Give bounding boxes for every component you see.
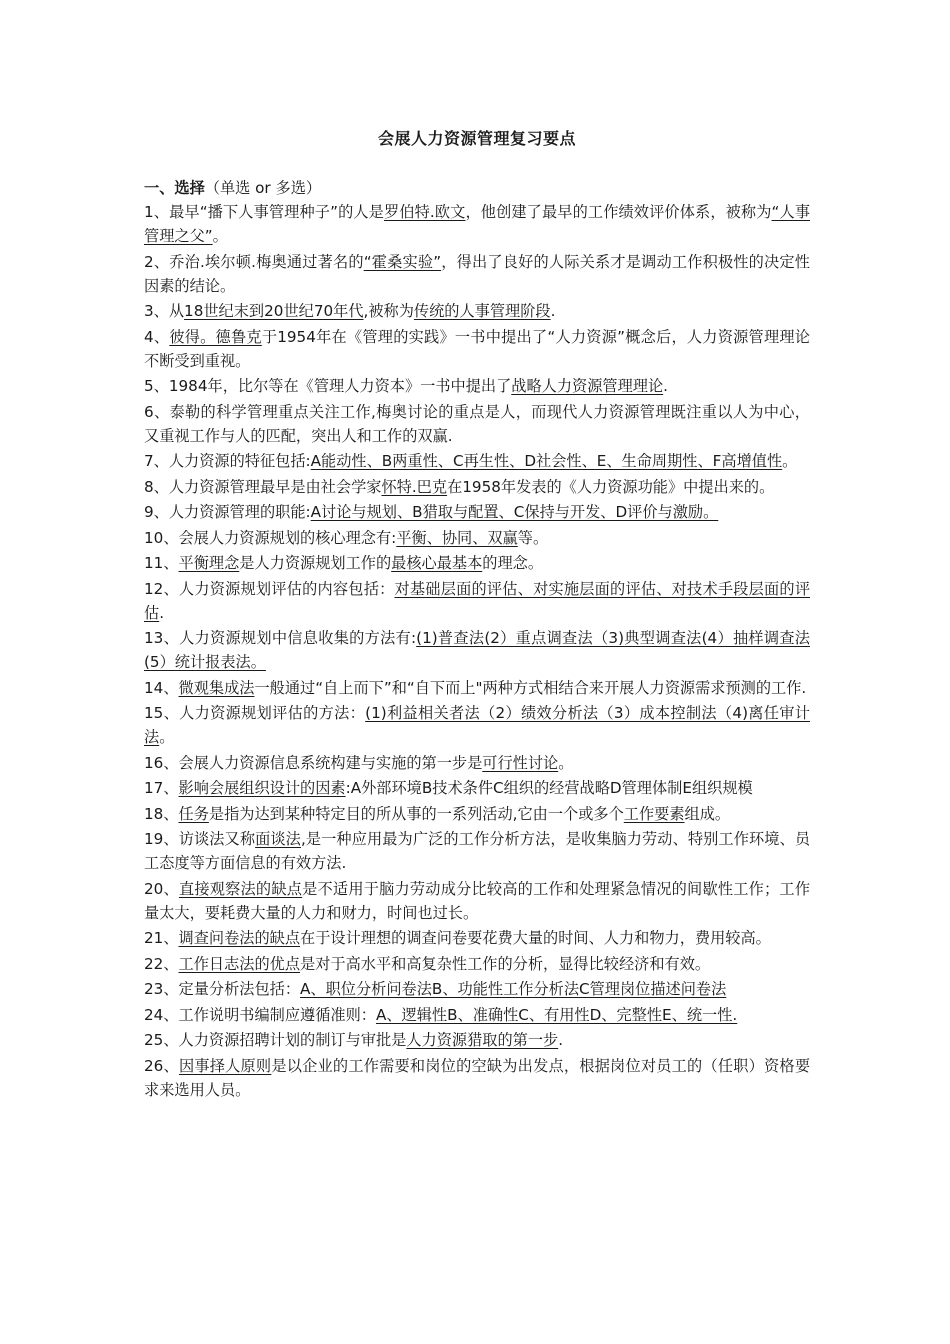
item-text: 等。 bbox=[517, 528, 549, 547]
item-text: 的理念。 bbox=[482, 554, 544, 572]
underlined-answer: 怀特.巴克 bbox=[381, 477, 448, 496]
list-item bbox=[144, 299, 810, 323]
list-item bbox=[144, 776, 810, 800]
underlined-answer: 工作要素 bbox=[623, 804, 685, 823]
underlined-answer: 面谈法 bbox=[255, 830, 301, 848]
underlined-answer: 任务 bbox=[178, 804, 209, 823]
list-item bbox=[144, 526, 810, 550]
item-text: :A外部环境B技术条件C组织的经营战略D管理体制E组织规模 bbox=[345, 779, 753, 797]
item-text: . bbox=[663, 377, 668, 395]
list-item bbox=[144, 751, 810, 775]
item-text: 是指为达到某种特定目的所从事的一系列活动,它由一个或多个 bbox=[208, 804, 624, 823]
list-item bbox=[144, 827, 810, 875]
item-text: 是对于高水平和高复杂性工作的分析，显得比较经济和有效。 bbox=[300, 954, 711, 973]
underlined-answer: 可行性讨论 bbox=[482, 753, 559, 772]
item-text: . bbox=[159, 603, 165, 622]
list-item bbox=[144, 200, 810, 248]
list-item bbox=[144, 1054, 810, 1102]
underlined-answer: “人事管理之父” bbox=[144, 203, 811, 245]
question-list bbox=[144, 200, 810, 1103]
underlined-answer: 18世纪末到20世纪70年代 bbox=[184, 302, 364, 320]
item-text: 组成。 bbox=[684, 804, 731, 823]
item-text: 6、泰勒的科学管理重点关注工作,梅奥讨论的重点是人，而现代人力资源管理既注重以人为中心，又重视工作与人的匹配，突出人和工作的双赢. bbox=[144, 402, 810, 445]
item-text: . bbox=[558, 1031, 564, 1049]
item-text: 22、 bbox=[144, 954, 179, 973]
item-text: 13、人力资源规划中信息收集的方法有: bbox=[144, 629, 417, 647]
item-text: ,被称为 bbox=[363, 302, 414, 320]
underlined-answer: 最核心最基本 bbox=[391, 554, 483, 572]
item-text: 是以企业的工作需要和岗位的空缺为出发点，根据岗位对员工的（任职）资格要求来选用人员。 bbox=[144, 1056, 811, 1099]
section-note: （单选 or 多选） bbox=[204, 179, 322, 197]
item-text: 是不适用于脑力劳动成分比较高的工作和处理紧急情况的间歇性工作；工作量太大，要耗费大量的人力和财力，时间也过长。 bbox=[144, 879, 811, 922]
list-item bbox=[144, 551, 810, 575]
list-item bbox=[144, 449, 810, 473]
list-item bbox=[144, 475, 810, 499]
underlined-answer: 微观集成法 bbox=[178, 678, 255, 697]
list-item bbox=[144, 877, 810, 925]
item-text: 17、 bbox=[144, 779, 179, 797]
item-text: 在于设计理想的调查问卷要花费大量的时间、人力和物力，费用较高。 bbox=[300, 929, 771, 947]
item-text: 10、会展人力资源规划的核心理念有: bbox=[144, 528, 397, 547]
list-item bbox=[144, 626, 810, 674]
item-text: 。 bbox=[782, 452, 798, 470]
list-item bbox=[144, 500, 810, 524]
list-item bbox=[144, 676, 810, 700]
underlined-answer: 对基础层面的评估、对实施层面的评估、对技术手段层面的评估 bbox=[144, 579, 811, 622]
underlined-answer: 因事择人原则 bbox=[178, 1056, 272, 1075]
item-text: 一般通过“自上而下”和“自下而上"两种方式相结合来开展人力资源需求预测的工作. bbox=[254, 678, 807, 697]
item-text: ，他创建了最早的工作绩效评价体系，被称为 bbox=[465, 203, 772, 221]
list-item bbox=[144, 250, 810, 298]
list-item bbox=[144, 1003, 810, 1027]
underlined-answer: (1)普查法(2）重点调查法（3)典型调查法(4）抽样调查法(5）统计报表法。 bbox=[144, 629, 810, 671]
underlined-answer: 彼得。德鲁克 bbox=[169, 327, 262, 346]
list-item bbox=[144, 977, 810, 1001]
item-text: . bbox=[550, 302, 556, 320]
document-title: 会展人力资源管理复习要点 bbox=[377, 129, 576, 148]
item-text: 21、 bbox=[144, 929, 179, 947]
item-text: 18、 bbox=[144, 804, 179, 823]
item-text: 。 bbox=[558, 753, 574, 772]
item-text: 9、人力资源管理的职能: bbox=[144, 503, 311, 521]
item-text: 5、1984年，比尔等在《管理人力资本》一书中提出了 bbox=[144, 377, 512, 395]
list-item bbox=[144, 1028, 810, 1052]
item-text: 16、会展人力资源信息系统构建与实施的第一步是 bbox=[144, 753, 483, 772]
item-text: 于1954年在《管理的实践》一书中提出了“人力资源”概念后，人力资源管理理论不断受到重视。 bbox=[144, 327, 810, 370]
list-item bbox=[144, 701, 810, 749]
underlined-answer: (1)利益相关者法（2）绩效分析法（3）成本控制法（4)离任审计法 bbox=[144, 704, 810, 746]
underlined-answer: “霍桑实验” bbox=[363, 252, 442, 271]
underlined-answer: A能动性、B两重性、C再生性、D社会性、E、生命周期性、F高增值性 bbox=[310, 452, 783, 470]
underlined-answer: 平衡、协同、双赢 bbox=[396, 528, 518, 547]
list-item bbox=[144, 926, 810, 950]
underlined-answer: A讨论与规划、B猎取与配置、C保持与开发、D评价与激励。 bbox=[310, 503, 719, 521]
underlined-answer: 工作日志法的优点 bbox=[178, 954, 301, 973]
item-text: 4、 bbox=[144, 327, 170, 346]
list-item bbox=[144, 802, 810, 826]
item-text: 是人力资源规划工作的 bbox=[239, 554, 392, 572]
item-text: 2、乔治.埃尔顿.梅奥通过著名的 bbox=[144, 252, 364, 271]
item-text: 在1958年发表的《人力资源功能》中提出来的。 bbox=[447, 477, 775, 496]
underlined-answer: 直接观察法的缺点 bbox=[178, 879, 303, 898]
list-item bbox=[144, 952, 810, 976]
item-text: 19、访谈法又称 bbox=[144, 830, 256, 848]
item-text: ,是一种应用最为广泛的工作分析方法，是收集脑力劳动、特别工作环境、员工态度等方面信息的有效方法. bbox=[144, 830, 811, 872]
item-text: 24、工作说明书编制应遵循准则： bbox=[144, 1005, 376, 1024]
item-text: 26、 bbox=[144, 1056, 179, 1075]
item-text: 。 bbox=[212, 227, 228, 245]
underlined-answer: A、逻辑性B、准确性C、有用性D、完整性E、统一性. bbox=[375, 1005, 738, 1024]
underlined-answer: 调查问卷法的缺点 bbox=[178, 929, 301, 947]
underlined-answer: A、职位分析问卷法B、功能性工作分析法C管理岗位描述问卷法 bbox=[300, 980, 727, 998]
item-text: 11、 bbox=[144, 554, 179, 572]
underlined-answer: 传统的人事管理阶段 bbox=[413, 302, 551, 320]
list-item bbox=[144, 400, 810, 448]
underlined-answer: 战略人力资源管理理论 bbox=[511, 377, 664, 395]
item-text: 12、人力资源规划评估的内容包括： bbox=[144, 579, 395, 598]
section-heading bbox=[144, 176, 321, 200]
underlined-answer: 影响会展组织设计的因素 bbox=[178, 779, 346, 797]
underlined-answer: 人力资源猎取的第一步 bbox=[406, 1031, 559, 1049]
item-text: 23、定量分析法包括： bbox=[144, 980, 301, 998]
item-text: 。 bbox=[159, 728, 175, 746]
item-text: 14、 bbox=[144, 678, 179, 697]
underlined-answer: 平衡理念 bbox=[178, 554, 240, 572]
item-text: ，得出了良好的人际关系才是调动工作积极性的决定性因素的结论。 bbox=[144, 252, 810, 295]
item-text: 7、人力资源的特征包括: bbox=[144, 452, 311, 470]
list-item bbox=[144, 577, 810, 625]
item-text: 15、人力资源规划评估的方法： bbox=[144, 704, 366, 722]
underlined-answer: 罗伯特.欧文 bbox=[384, 203, 466, 221]
item-text: 20、 bbox=[144, 879, 179, 898]
item-text: 3、从 bbox=[144, 302, 185, 320]
section-title: 一、选择 bbox=[144, 179, 205, 197]
list-item bbox=[144, 374, 810, 398]
item-text: 1、最早“播下人事管理种子”的人是 bbox=[144, 203, 384, 221]
item-text: 8、人力资源管理最早是由社会学家 bbox=[144, 477, 382, 496]
list-item bbox=[144, 325, 810, 373]
item-text: 25、人力资源招聘计划的制订与审批是 bbox=[144, 1031, 407, 1049]
